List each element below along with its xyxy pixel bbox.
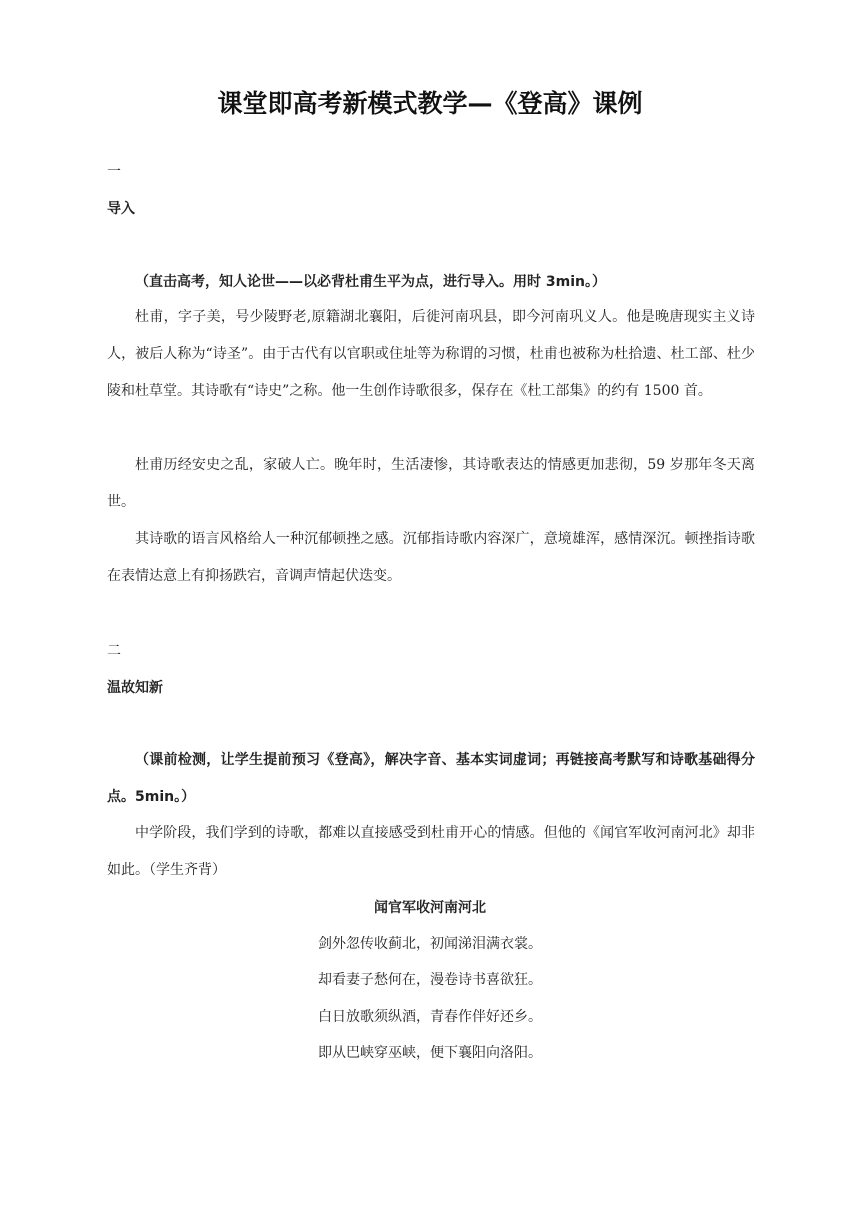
section-2-paragraph-1: 中学阶段，我们学到的诗歌，都难以直接感受到杜甫开心的情感。但他的《闻官军收河南河北》却非如此。（学生齐背） xyxy=(107,825,755,878)
poem-title: 闻官军收河南河北 xyxy=(374,900,486,916)
poem-line: 白日放歌须纵酒，青春作伴好还乡。 xyxy=(318,1009,542,1025)
section-2-number: 二 xyxy=(107,643,121,659)
poem-line: 即从巴峡穿巫峡，便下襄阳向洛阳。 xyxy=(318,1045,542,1061)
section-2-heading: 温故知新 xyxy=(107,680,163,696)
section-1-number: 一 xyxy=(107,164,121,180)
section-1-paragraph-1: 杜甫，字子美，号少陵野老,原籍湖北襄阳，后徙河南巩县，即今河南巩义人。他是晚唐现实主义诗人，被后人称为“诗圣”。由于古代有以官职或住址等为称谓的习惯，杜甫也被称为杜拾遗、杜工部、杜少陵和杜草堂。其诗歌有“诗史”之称。他一生创作诗歌很多，保存在《杜工部集》的约有 1500 首。 xyxy=(107,309,755,399)
document-title: 课堂即高考新模式教学—《登高》课例 xyxy=(217,89,643,118)
poem-line: 剑外忽传收蓟北，初闻涕泪满衣裳。 xyxy=(318,936,542,952)
section-2-note: （课前检测，让学生提前预习《登高》，解决字音、基本实词虚词；再链接高考默写和诗歌基础得分点。5min。） xyxy=(107,752,755,805)
section-1-note: （直击高考，知人论世——以必背杜甫生平为点，进行导入。用时 3min。） xyxy=(135,274,606,290)
section-1-paragraph-2: 杜甫历经安史之乱，家破人亡。晚年时，生活凄惨，其诗歌表达的情感更加悲彻，59 岁那年冬天离世。 xyxy=(107,457,755,510)
section-1-paragraph-3: 其诗歌的语言风格给人一种沉郁顿挫之感。沉郁指诗歌内容深广，意境雄浑，感情深沉。顿挫指诗歌在表情达意上有抑扬跌宕，音调声情起伏迭变。 xyxy=(107,531,755,584)
poem-line: 却看妻子愁何在，漫卷诗书喜欲狂。 xyxy=(318,972,542,988)
section-1-heading: 导入 xyxy=(107,201,135,217)
